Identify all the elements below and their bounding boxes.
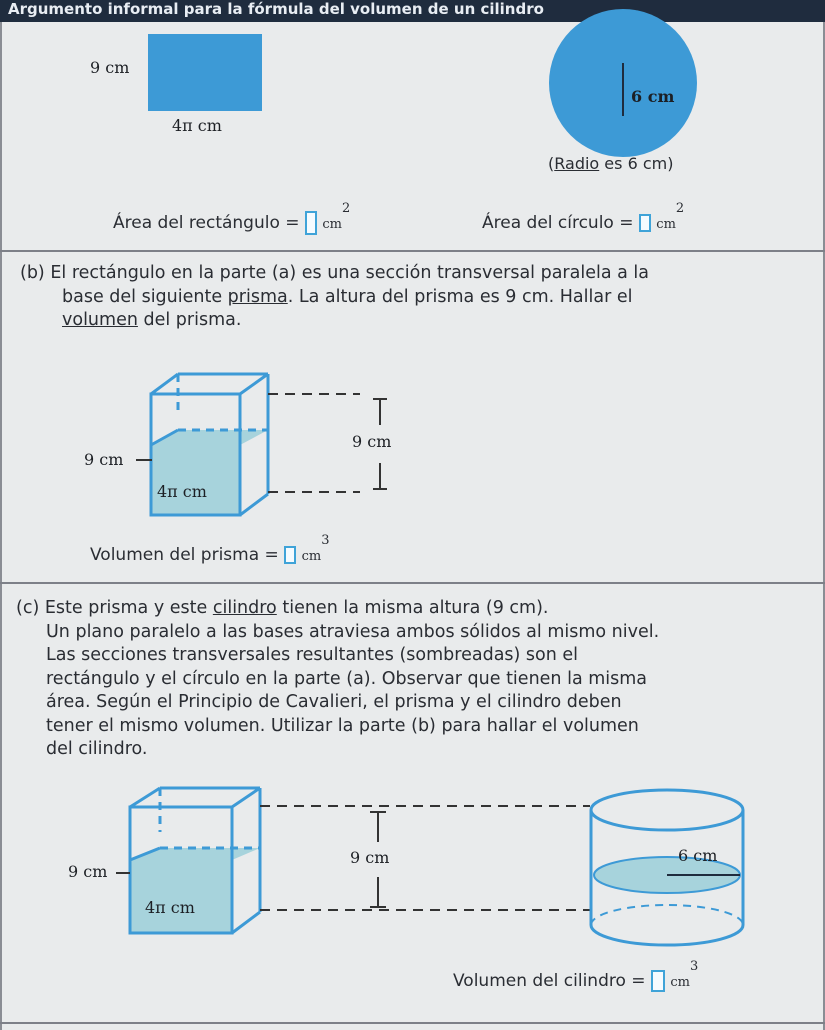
circle-area-row [482,201,685,237]
cylinder-volume-row [453,959,699,995]
cross-section-rectangle [148,34,262,111]
rect-area-answer-box[interactable] [305,211,317,235]
part-b-line-3 [20,309,810,333]
prisma-glossary-link[interactable]: prisma [227,286,288,307]
prism-volume-row [90,533,330,569]
prism-c-width-label: 4π cm [145,898,195,917]
radius-note-rest: es 6 cm) [599,154,674,173]
cylinder-radius-label: 6 cm [678,846,718,865]
radius-glossary-link[interactable]: Radio [554,154,600,173]
prism-b-height-label: 9 cm [84,450,124,469]
rect-width-label: 4π cm [172,116,222,135]
circle-area-exponent: 2 [675,201,685,216]
cylinder-volume-exponent: 3 [689,959,699,974]
prism-volume-unit: cm [301,549,322,564]
cylinder-volume-label: Volumen del cilindro = [453,971,646,991]
part-c-line-1 [16,597,816,621]
part-b-line-3-post: del prisma. [137,310,242,330]
prism-volume-answer-box[interactable] [284,546,296,564]
part-b-letter: (b) [20,263,45,283]
circle-area-label: Área del círculo = [482,213,634,233]
rect-area-unit: cm [322,217,342,232]
part-c-line-5: área. Según el Principio de Cavalieri, el prisma y el cilindro deben [46,692,622,712]
part-c-line-1-post: tienen la misma altura (9 cm). [276,598,549,618]
part-b-line-1 [20,262,810,286]
part-b-line-2-pre: base del siguiente [62,286,228,307]
divider-b-c [0,582,825,584]
rect-area-exponent: 2 [341,201,351,216]
rect-area-row [113,201,351,237]
prism-b-width-label: 4π cm [157,482,207,501]
part-b-line-2 [20,286,810,310]
divider-a-b [0,250,825,252]
circle-radius-label: 6 cm [631,87,675,106]
part-c-line-6: tener el mismo volumen. Utilizar la parte (b) para hallar el volumen [46,715,639,736]
part-c-line-7: del cilindro. [46,739,148,759]
page-header: Argumento informal para la fórmula del volumen de un cilindro [0,0,825,22]
prism-volume-label: Volumen del prisma = [90,545,279,565]
cylinder-volume-answer-box[interactable] [651,970,665,992]
part-b-line-1-text: El rectángulo en la parte (a) es una sección transversal paralela a la [50,263,650,283]
cylinder-volume-unit: cm [670,975,690,990]
prism-volume-exponent: 3 [321,533,330,548]
radius-note-open: ( [548,154,555,173]
part-c-line-2: Un plano paralelo a las bases atraviesa ambos sólidos al mismo nivel. [46,621,660,642]
rect-area-label: Área del rectángulo = [113,213,300,233]
circle-area-unit: cm [656,217,676,232]
rect-height-label: 9 cm [90,58,130,77]
cylinder-figure [591,790,743,945]
cilindro-glossary-link[interactable]: cilindro [212,598,277,618]
part-c-text [16,597,816,762]
part-c-line-1-pre: Este prisma y este [44,598,213,618]
part-b-text [20,262,810,333]
part-c-line-3: Las secciones transversales resultantes (sombreadas) son el [46,645,579,665]
part-b-line-2-post: . La altura del prisma es 9 cm. Hallar el [287,286,633,307]
prism-c-height-label: 9 cm [68,862,108,881]
volumen-glossary-link[interactable]: volumen [62,310,138,330]
radius-note [548,152,673,176]
prism-c-side-label: 9 cm [350,848,390,867]
circle-area-answer-box[interactable] [639,214,651,232]
bottom-divider [0,1022,825,1024]
part-c-line-4: rectángulo y el círculo en la parte (a). Observar que tienen la misma [46,668,648,689]
part-c-letter: (c) [16,598,40,618]
prism-b-side-label: 9 cm [352,432,392,451]
